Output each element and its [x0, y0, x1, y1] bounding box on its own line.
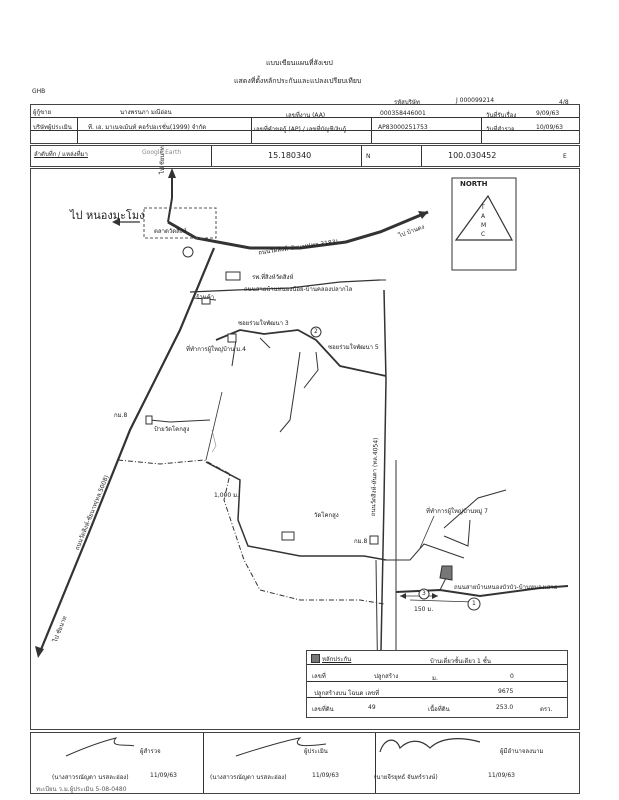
- legend-asset-label: หลักประกัน: [322, 656, 352, 663]
- label-hospital: รพ.ที่สิงห์วัดสิงห์: [252, 274, 294, 281]
- appraiser-label: บริษัทผู้ประเมิน: [33, 124, 72, 131]
- marker-3-label: 3: [422, 590, 426, 597]
- coord-source-value: Google Earth: [142, 149, 182, 156]
- sig3-name: (นายจีรยุทธ์ จันทร์รวงษ์): [374, 774, 438, 781]
- label-road-middle: ถนนสายบ้านหนองน้อย-บ้านคลองปลากไล: [244, 286, 353, 293]
- marker-1-label: 1: [472, 600, 476, 607]
- ap-value: AP83000251753: [378, 124, 428, 131]
- latitude-value: 15.180340: [268, 151, 312, 160]
- label-temple: วัดโคกสูง: [314, 512, 339, 519]
- label-to-south: ไป ชัยนาท: [51, 615, 69, 644]
- sig3-role: ผู้มีอำนาจลงนาม: [500, 748, 544, 755]
- footer-fragment: ทะเบียน ว.ม.ผู้ประเมิน 5-08-0480: [36, 786, 127, 793]
- received-value: 9/09/63: [536, 110, 560, 117]
- label-road-right: ถนนวัดสิงห์-หันคา (ทล.4054): [369, 437, 380, 517]
- district-boundary: [118, 460, 384, 604]
- km8-right-icon: [370, 536, 378, 544]
- contract-label: รหัสบริษัท: [394, 99, 420, 106]
- legend-land-no-label: เลขที่ดิน: [312, 706, 334, 713]
- legend-deed-label: ปลูกสร้างบน โฉนด เลขที่: [314, 690, 380, 697]
- office-sub-icon: [228, 334, 236, 342]
- corner-code: GHB: [32, 88, 46, 95]
- received-label: วันที่รับเรื่อง: [486, 112, 517, 119]
- label-road-bottom: ถนนสายบ้านหนองบัวบัว-บ้านหนองเสาธ: [454, 584, 558, 591]
- hospital-icon: [226, 272, 240, 280]
- latitude-suffix: N: [366, 153, 371, 160]
- label-signpost: ป้ายวัดโคกสูง: [154, 426, 190, 433]
- ap-label: เลขที่คำขอกู้ (AP) / เลขที่บัญชีเงินกู้: [254, 126, 347, 133]
- aa-label: เลขที่งาน (AA): [286, 112, 326, 119]
- sig1-role: ผู้สำรวจ: [140, 748, 161, 755]
- appraiser-value: ที. เอ. มาเนจเม้นท์ คอร์ปอเรชั่น(1999) จำกัด: [88, 124, 207, 131]
- label-main-road: ถนนวัดสิงห์-ชัยนาท(ทล.5008): [73, 474, 111, 552]
- label-market: ตลาดวัดสิงห์: [154, 228, 187, 235]
- north-letter-t: T: [481, 204, 485, 211]
- page-number: 4/8: [559, 99, 569, 106]
- sig1-name: (นางสาวรณัญดา นรสละอ่อง): [52, 774, 129, 781]
- longitude-value: 100.030452: [448, 151, 497, 160]
- sig2-date: 11/09/63: [312, 772, 339, 779]
- road-4054: [380, 290, 386, 700]
- subject-property-marker: [440, 566, 452, 580]
- label-to-ban-dong: ไป บ้านดง: [397, 223, 426, 240]
- label-km8-left: กม.8: [114, 412, 128, 419]
- sig1-date: 11/09/63: [150, 772, 177, 779]
- signpost-icon: [146, 416, 152, 424]
- survey-value: 10/09/63: [536, 124, 563, 131]
- label-km8-right: กม.8: [354, 538, 368, 545]
- label-to-north: ไป ชัยนาท: [159, 146, 166, 174]
- legend-house-label: บ้านเดี่ยวชั้นเดียว 1 ชั้น: [430, 658, 491, 665]
- legend-build-label: ปลูกสร้าง: [374, 673, 399, 680]
- coord-source-label: ลำดับที่ก / แหล่งที่มา: [34, 151, 88, 158]
- legend-moo-label: ม.: [432, 675, 438, 682]
- label-shop: ร้านค้า: [196, 294, 215, 301]
- label-soi-5: ซอยร่วมใจพัฒนา 5: [328, 344, 379, 351]
- legend-area-label: เนื้อที่ดิน: [428, 706, 450, 713]
- owner-label: ผู้กู้ขาย: [33, 109, 52, 116]
- aa-value: 000358446001: [380, 110, 426, 117]
- legend-area-value: 253.0: [496, 704, 514, 711]
- legend-moo-value: 0: [510, 673, 514, 680]
- road-5008: [40, 248, 214, 652]
- label-dist-150: 150 ม.: [414, 606, 434, 613]
- north-letter-c: C: [481, 231, 486, 238]
- label-office-sub: ที่ทำการผู้ใหญ่บ้าน ม.4: [186, 346, 246, 353]
- temple-icon: [282, 532, 294, 540]
- page-title: แบบเขียนแผนที่สังเขป: [266, 59, 333, 67]
- market-icon: [183, 247, 193, 257]
- label-road-top: ถนนวัดสิงห์-ชัยนาท(ทล.3183): [257, 238, 339, 257]
- sig2-name: (นางสาวรณัญดา นรสละอ่อง): [210, 774, 287, 781]
- label-dist-1000: 1,000 ม.: [214, 492, 239, 499]
- legend-land-no-value: 49: [368, 704, 376, 711]
- label-to-nong-mamong: ไป หนองมะโมง: [70, 209, 145, 222]
- sig3-date: 11/09/63: [488, 772, 515, 779]
- road-north: [168, 172, 172, 222]
- arrow-north-icon: [168, 168, 176, 178]
- longitude-suffix: E: [563, 153, 567, 160]
- asset-legend-icon: [311, 654, 320, 663]
- legend-deed-value: 9675: [498, 688, 514, 695]
- north-letter-m: M: [481, 222, 487, 229]
- page-subtitle: แสดงที่ตั้งหลักประกันและแปลงเปรียบเทียบ: [234, 77, 362, 85]
- owner-value: นางพรนภา มณีอ่อน: [120, 109, 172, 116]
- survey-label: วันที่สำรวจ: [486, 126, 515, 133]
- contract-value: J 000099214: [456, 97, 495, 104]
- label-office-7: ที่ทำการผู้ใหญ่บ้านหมู่ 7: [426, 508, 488, 515]
- north-letter-a: A: [481, 213, 486, 220]
- marker-2-label: 2: [314, 328, 318, 335]
- sig2-role: ผู้ประเมิน: [304, 748, 328, 755]
- north-label: NORTH: [460, 180, 488, 188]
- legend-area-unit: ตรว.: [540, 706, 553, 713]
- label-soi-3: ซอยร่วมใจพัฒนา 3: [238, 320, 289, 327]
- legend-no-label: เลขที่: [312, 673, 326, 680]
